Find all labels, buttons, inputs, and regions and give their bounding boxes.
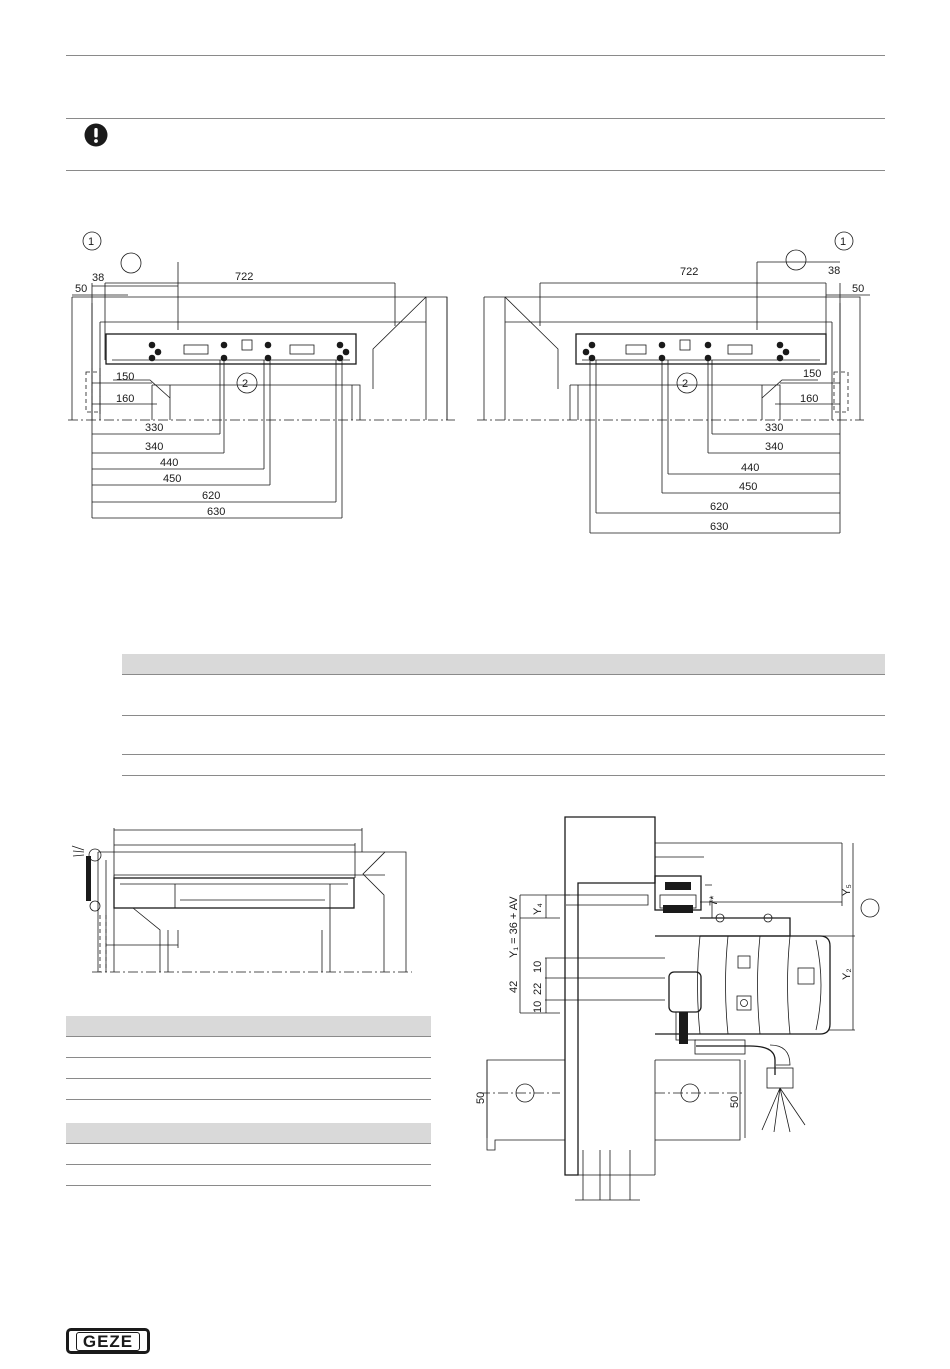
dim-y1-label: Y₁ = 36 + AV: [508, 896, 520, 958]
drawing-left: [68, 232, 455, 518]
dim-330-left: 330: [145, 422, 164, 434]
dim-38-left: 38: [92, 272, 105, 284]
callout-2-right: 2: [682, 378, 689, 390]
table-row: [66, 1079, 431, 1100]
notice-top-rule: [66, 118, 885, 119]
table-header: [66, 1123, 431, 1143]
logo-text: GEZE: [76, 1332, 140, 1351]
dim-450-left: 450: [163, 473, 182, 485]
dim-160-right: 160: [800, 393, 819, 405]
table-row: [122, 755, 885, 776]
callout-2-left: 2: [242, 378, 249, 390]
dim-450-right: 450: [739, 481, 758, 493]
dim-y4-label: Y₄: [532, 903, 544, 915]
dim-y5-label: Y₅: [841, 884, 853, 896]
dim-y2-label: Y₂: [841, 968, 853, 980]
dim-50-left-label: 50: [475, 1091, 487, 1104]
dim-42-label: 42: [508, 980, 520, 993]
callout-1-right: 1: [840, 236, 847, 248]
table-row: [122, 674, 885, 716]
dim-38-right: 38: [828, 265, 841, 277]
installation-drawing-lower-left: [66, 820, 416, 980]
middle-table-header: [122, 654, 885, 674]
drawing-right: [477, 232, 870, 533]
exclamation-icon: [84, 123, 108, 147]
dim-7-label: 7*: [708, 895, 720, 906]
dim-22-label: 22: [532, 982, 544, 995]
callout-1-left: 1: [88, 236, 95, 248]
middle-table: [122, 654, 885, 776]
sectional-drawing-lower-right: [470, 810, 885, 1205]
dim-150-left: 150: [116, 371, 135, 383]
table-row: [66, 1165, 431, 1186]
dim-10a-label: 10: [532, 960, 544, 973]
dim-630-right: 630: [710, 521, 729, 533]
geze-logo: [66, 1328, 150, 1354]
dim-440-left: 440: [160, 457, 179, 469]
dim-722-right: 722: [680, 266, 699, 278]
lower-left-table-1: [66, 1016, 431, 1100]
dim-722-left: 722: [235, 271, 254, 283]
table-row: [66, 1058, 431, 1079]
dim-160-left: 160: [116, 393, 135, 405]
installation-drawing-top: [60, 225, 890, 540]
dim-50-left: 50: [75, 283, 88, 295]
dim-150-right: 150: [803, 368, 822, 380]
table-row: [66, 1036, 431, 1058]
table-header: [66, 1016, 431, 1036]
dim-330-right: 330: [765, 422, 784, 434]
dim-50-right-label: 50: [729, 1095, 741, 1108]
dim-50-right: 50: [852, 283, 865, 295]
dim-620-right: 620: [710, 501, 729, 513]
dim-620-left: 620: [202, 490, 221, 502]
dim-630-left: 630: [207, 506, 226, 518]
dim-340-right: 340: [765, 441, 784, 453]
dim-440-right: 440: [741, 462, 760, 474]
dim-10b-label: 10: [532, 1000, 544, 1013]
notice-bottom-rule: [66, 170, 885, 171]
table-row: [66, 1143, 431, 1165]
lower-left-table-2: [66, 1123, 431, 1186]
dim-340-left: 340: [145, 441, 164, 453]
table-row: [122, 716, 885, 755]
header-rule: [66, 55, 885, 56]
